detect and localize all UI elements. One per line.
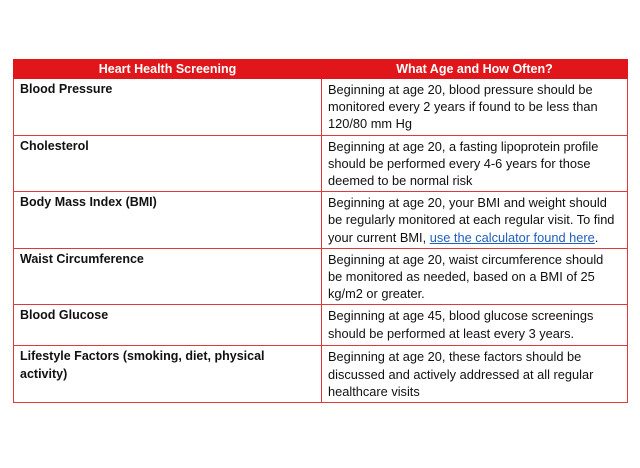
table-row bbox=[14, 79, 628, 136]
row-desc-blood-glucose: Beginning at age 45, blood glucose screenings should be performed at least every 3 years. bbox=[322, 305, 628, 346]
row-desc-blood-pressure: Beginning at age 20, blood pressure should be monitored every 2 years if found to be less than 120/80 mm Hg bbox=[322, 79, 628, 136]
row-label-waist-circumference: Waist Circumference bbox=[14, 248, 322, 305]
table-row bbox=[14, 135, 628, 192]
row-desc-waist-circumference: Beginning at age 20, waist circumference should be monitored as needed, based on a BMI of 25 kg/m2 or greater. bbox=[322, 248, 628, 305]
bmi-calculator-link[interactable]: use the calculator found here bbox=[429, 229, 595, 245]
row-label-blood-glucose: Blood Glucose bbox=[14, 305, 322, 346]
row-label-bmi: Body Mass Index (BMI) bbox=[14, 192, 322, 249]
table-row bbox=[14, 192, 628, 249]
bmi-desc-period: . bbox=[594, 229, 599, 245]
header-heart-health-screening: Heart Health Screening bbox=[14, 60, 322, 79]
row-desc-lifestyle-factors: Beginning at age 20, these factors should be discussed and actively addressed at all regular healthcare visits bbox=[322, 346, 628, 403]
table-header-row bbox=[14, 60, 628, 79]
header-what-age-and-how-often: What Age and How Often? bbox=[322, 60, 628, 79]
row-desc-bmi bbox=[322, 192, 628, 249]
bmi-desc-text: Beginning at age 20, your BMI and weight should be regularly monitored at each regular visit. To find your current BMI, bbox=[328, 195, 615, 245]
row-label-cholesterol: Cholesterol bbox=[14, 135, 322, 192]
heart-health-screening-table bbox=[13, 59, 628, 403]
row-label-lifestyle-factors: Lifestyle Factors (smoking, diet, physical activity) bbox=[14, 346, 322, 403]
table-row bbox=[14, 248, 628, 305]
row-desc-cholesterol: Beginning at age 20, a fasting lipoprotein profile should be performed every 4-6 years for those deemed to be normal risk bbox=[322, 135, 628, 192]
table-row bbox=[14, 346, 628, 403]
screening-table-container bbox=[13, 59, 627, 403]
table-row bbox=[14, 305, 628, 346]
row-label-blood-pressure: Blood Pressure bbox=[14, 79, 322, 136]
